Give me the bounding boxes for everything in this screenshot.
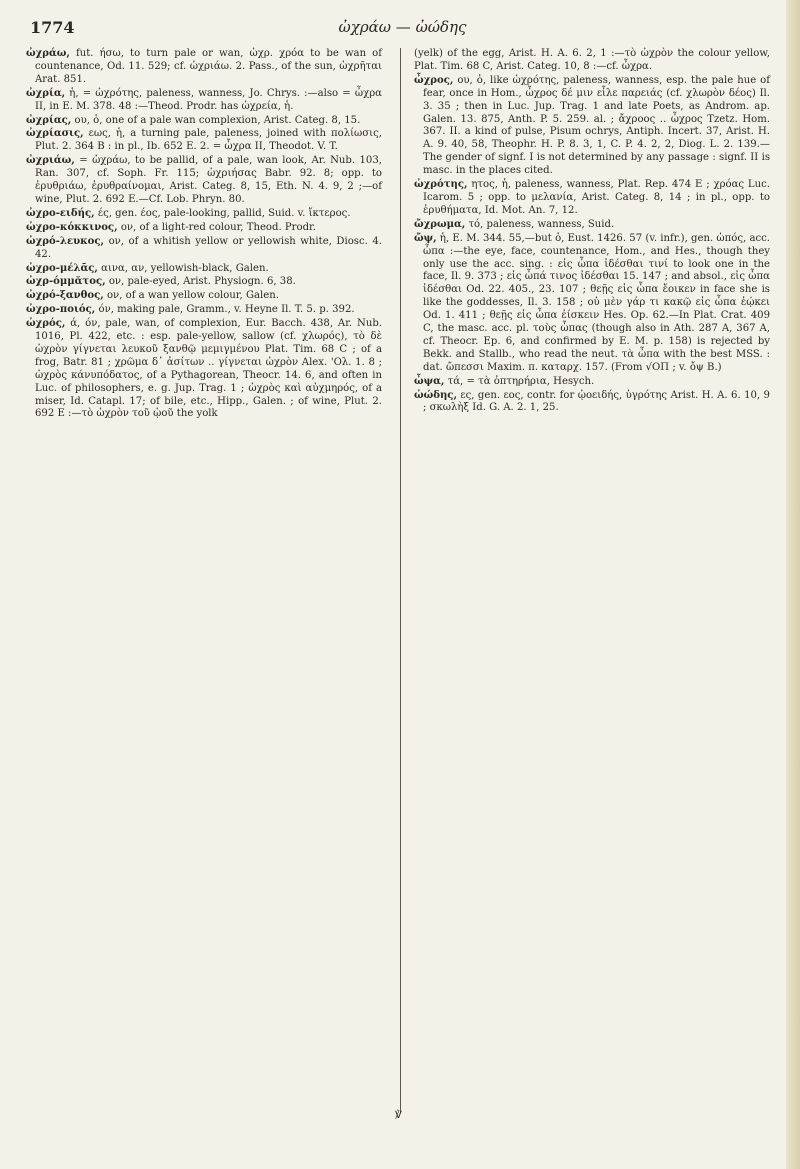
- entry-headword: ὠχριάω,: [26, 155, 75, 167]
- left-column: [26, 48, 382, 422]
- entry-text: ον, pale-eyed, Arist. Physiogn. 6, 38.: [108, 276, 296, 288]
- entry-headword: ὠχρός,: [26, 318, 66, 330]
- entry-text: ου, ὁ, one of a pale wan complexion, Arist. Categ. 8, 15.: [74, 114, 361, 126]
- entry-text: τό, paleness, wanness, Suid.: [468, 218, 615, 230]
- dictionary-entry: [26, 222, 382, 235]
- dictionary-entry: [414, 75, 770, 178]
- entry-headword: ὠώδης,: [414, 389, 457, 401]
- dictionary-entry: [414, 376, 770, 389]
- dictionary-entry: [26, 208, 382, 221]
- column-divider: [400, 48, 401, 1113]
- entry-text: ες, gen. εος, contr. for ᾠοειδής, ὑγρότης Arist. H. A. 6. 10, 9 ; σκωλὴξ Id. G. A. 2. 1, 25.: [423, 389, 770, 414]
- dictionary-entry: [414, 233, 770, 375]
- entry-text: (yelk) of the egg, Arist. H. A. 6. 2, 1 :—τὸ ὠχρὸν the colour yellow, Plat. Tim. 68 C, Arist. Categ. 10, 8 :—cf. ὦχρα.: [414, 48, 770, 72]
- dictionary-entry: [26, 290, 382, 303]
- entry-headword: ὠχρο-ειδής,: [26, 207, 95, 219]
- page-edge: [786, 0, 800, 1169]
- dictionary-entry: [414, 48, 770, 74]
- entry-text: ον, of a light-red colour, Theod. Prodr.: [120, 221, 316, 233]
- entry-headword: ὠχρό-ξανθος,: [26, 290, 104, 302]
- entry-text: ές, gen. έος, pale-looking, pallid, Suid. v. ἴκτερος.: [97, 207, 351, 219]
- entry-text: όν, making pale, Gramm., v. Heyne Il. T. 5. p. 392.: [98, 304, 355, 316]
- entry-headword: ὦχρος,: [414, 74, 454, 86]
- dictionary-entry: [26, 236, 382, 262]
- entry-text: ον, of a whitish yellow or yellowish white, Diosc. 4. 42.: [35, 235, 382, 260]
- dictionary-entry: [414, 219, 770, 232]
- entry-text: ἡ, E. M. 344. 55,—but ὁ, Eust. 1426. 57 (v. infr.), gen. ὠπός, acc. ὦπα :—the eye, face, countenance, Hom., and Hes., though they only use the acc. sing. : εἰς ὦπα ἰδέσθαι τινί to look one in the face, Il. 9. 373 ; εἰς ὦπά τινος ἰδέσθαι 15. 147 ; and absol., εἰς ὦπα ἰδέσθαι Od. 22. 405., 23. 107 ; θεῇς εἰς ὦπα ἔοικεν in face she is like the goddesses, Il. 3. 158 ; οὐ μὲν γάρ τι κακῷ εἰς ὦπα ἐῴκει Od. 1. 411 ; θεῇς εἰς ὦπα ἐίσκειν Hes. Op. 62.—In Plat. Crat. 409 C, the masc. acc. pl. τοὺς ὦπας (though also in Ath. 287 A, 367 A, cf. Theocr. Ep. 6, and confirmed by E. M. p. 158) is rejected by Bekk. and Stallb., who read the neut. τὰ ὦπα with the best MSS. : dat. ὤπεσσι Maxim. π. καταρχ. 157. (From √ΟΠ ; v. ὄψ B.): [423, 232, 770, 373]
- entry-text: = ὠχράω, to be pallid, of a pale, wan look, Ar. Nub. 103, Ran. 307, cf. Soph. Fr. 115; ὠχριήσας Babr. 92. 8; opp. to ἐρυθριάω, ἐρυθραίνομαι, Arist. Categ. 8, 15, Eth. N. 4. 9, 2 ;—of wine, Plut. 2. 692 E.—Cf. Lob. Phryn. 80.: [35, 155, 382, 205]
- entry-text: αινα, αν, yellowish-black, Galen.: [101, 262, 269, 274]
- dictionary-entry: [414, 390, 770, 416]
- signature-mark: ℣: [395, 1110, 402, 1121]
- dictionary-entry: [414, 179, 770, 218]
- entry-text: ά, όν, pale, wan, of complexion, Eur. Bacch. 438, Ar. Nub. 1016, Pl. 422, etc. : esp. pale-yellow, sallow (cf. χλωρός), τὸ δὲ ὠχρὸν γίγνεται λευκοῦ ξανθῷ μεμιγμένου Plat. Tim. 68 C ; of a frog, Batr. 81 ; χρῶμα δ᾽ ἀσίτων .. γίγνεται ὠχρὸν Alex. 'Ολ. 1. 8 ; ὠχρὸς κάνυπόδατος, of a Pythagorean, Theocr. 14. 6, and often in Luc. of philosophers, e. g. Jup. Trag. 1 ; ὠχρὸς καὶ αὐχμηρός, of a miser, Id. Catapl. 17; of bile, etc., Hipp., Galen. ; of wine, Plut. 2. 692 E :—τὸ ὠχρὸν τοῦ ᾠοῦ the yolk: [35, 318, 382, 420]
- dictionary-entry: [26, 318, 382, 421]
- dictionary-entry: [26, 276, 382, 289]
- entry-headword: ὠχρο-κόκκινος,: [26, 221, 118, 233]
- entry-headword: ὠχράω,: [26, 48, 70, 59]
- entry-text: εως, ἡ, a turning pale, paleness, joined with πολίωσις, Plut. 2. 364 B : in pl., Ib. 652 E. 2. = ὦχρα II, Theodot. V. T.: [35, 128, 382, 153]
- entry-headword: ὠχρία,: [26, 87, 66, 99]
- entry-text: ητος, ἡ, paleness, wanness, Plat. Rep. 474 E ; χρόας Luc. Icarom. 5 ; opp. to μελανία, Arist. Categ. 8, 14 ; in pl., opp. to ἐρυθήματα, Id. Mot. An. 7, 12.: [423, 179, 771, 216]
- entry-headword: ὠχρίασις,: [26, 128, 84, 140]
- entry-headword: ὦψα,: [414, 375, 445, 387]
- entry-headword: ὠχρότης,: [414, 179, 468, 191]
- page-header: [30, 18, 775, 42]
- dictionary-entry: [26, 115, 382, 128]
- entry-headword: ὠχρο-μέλᾱς,: [26, 262, 98, 274]
- dictionary-entry: [26, 263, 382, 276]
- dictionary-entry: [26, 88, 382, 114]
- page-number: 1774: [30, 18, 75, 37]
- right-column: [414, 48, 770, 416]
- dictionary-entry: [26, 304, 382, 317]
- entry-headword: ὠχρίας,: [26, 114, 72, 126]
- entry-text: ον, of a wan yellow colour, Galen.: [106, 290, 279, 302]
- dictionary-entry: [26, 48, 382, 87]
- entry-headword: ὤψ,: [414, 232, 437, 244]
- entry-headword: ὤχρωμα,: [414, 218, 466, 230]
- dictionary-entry: [26, 155, 382, 207]
- running-head: ὠχράω — ὠώδης: [338, 18, 467, 36]
- entry-headword: ὠχρ-όμμᾰτος,: [26, 276, 106, 288]
- entry-text: fut. ήσω, to turn pale or wan, ὠχρ. χρόα to be wan of countenance, Od. 11. 529; cf. ὠχριάω. 2. Pass., of the sun, ὠχρῆται Arat. 851.: [35, 48, 382, 85]
- entry-headword: ὠχρο-ποιός,: [26, 304, 96, 316]
- entry-text: τά, = τὰ ὀπτηρήρια, Hesych.: [447, 375, 595, 387]
- entry-text: ἡ, = ὠχρότης, paleness, wanness, Jo. Chrys. :—also = ὦχρα II, in E. M. 378. 48 :—Theod. Prodr. has ὠχρεία, ἡ.: [35, 87, 382, 112]
- entry-headword: ὠχρό-λευκος,: [26, 235, 105, 247]
- dictionary-entry: [26, 128, 382, 154]
- entry-text: ου, ὁ, like ὠχρότης, paleness, wanness, esp. the pale hue of fear, once in Hom., ὦχρος δέ μιν εἷλε παρειάς (cf. χλωρὸν δέος) Il. 3. 35 ; then in Luc. Jup. Trag. 1 and late Poets, as Androm. ap. Galen. 13. 875, Anth. P. 5. 259. al. ; ἄχροος .. ὦχρος Tzetz. Hom. 367. II. a kind of pulse, Pisum ochrys, Antiph. Incert. 37, Arist. H. A. 9. 40, 58, Theophr. H. P. 8. 3, 1, C. P. 4. 2, 2, Diog. L. 2. 139.—The gender of signf. I is not determined by any passage : signf. II is masc. in the places cited.: [423, 74, 770, 177]
